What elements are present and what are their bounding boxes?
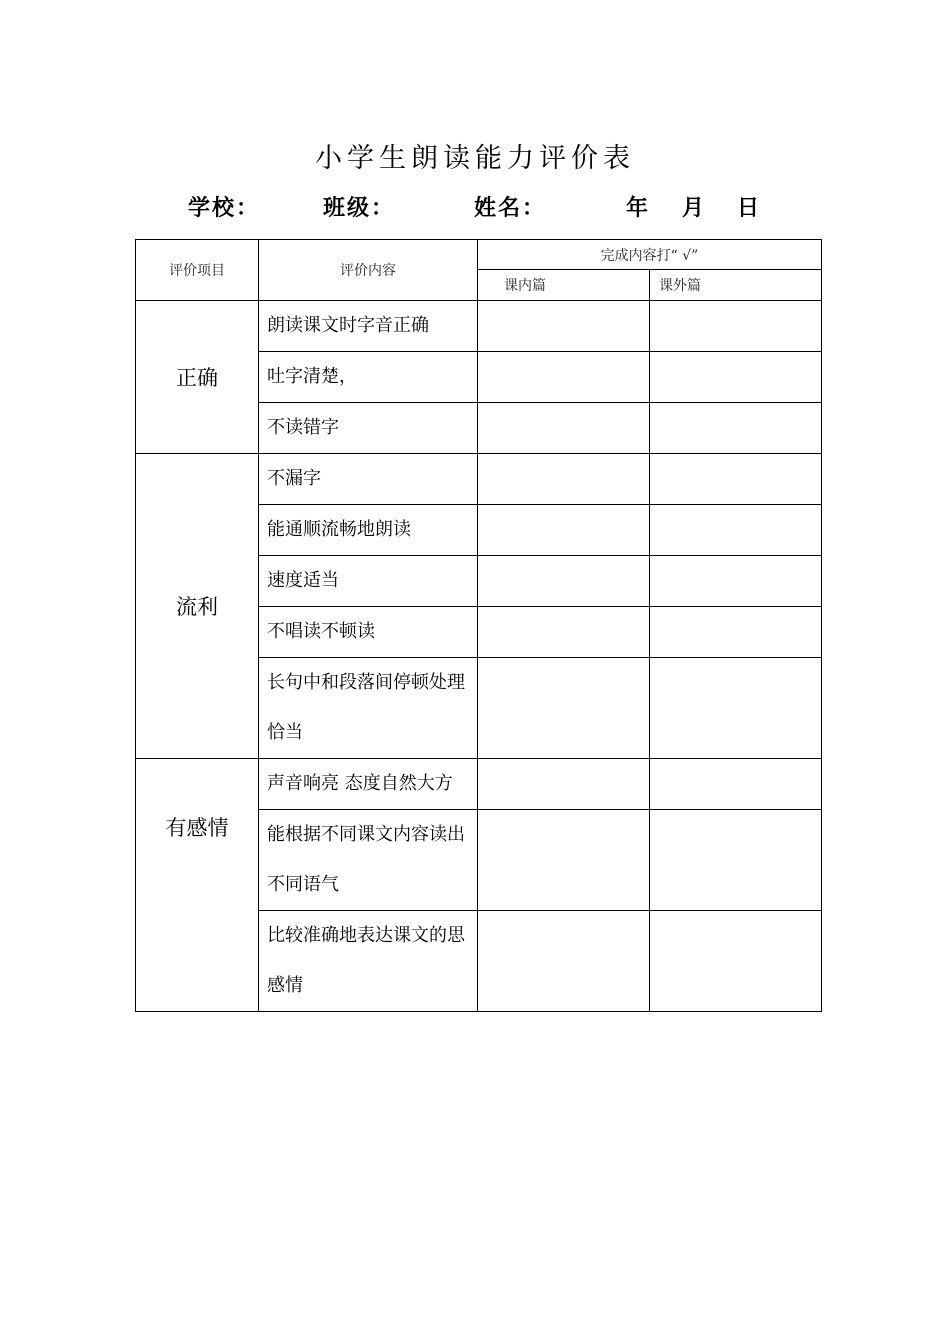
item-label: 吐字清楚，: [259, 352, 478, 403]
header-row-1: [136, 240, 822, 270]
check-cell-out-class[interactable]: [650, 658, 822, 759]
item-label: 不漏字: [259, 454, 478, 505]
item-label: 能通顺流畅地朗读: [259, 505, 478, 556]
school-label: 学校：: [188, 196, 261, 221]
table-row: [136, 454, 822, 505]
header-project: 评价项目: [136, 240, 259, 301]
table-row: [136, 759, 822, 810]
name-label: 姓名：: [474, 196, 547, 221]
category-correct: 正确: [136, 301, 259, 454]
class-label: 班级：: [323, 196, 396, 221]
check-cell-in-class[interactable]: [478, 403, 650, 454]
item-label: 声音响亮 态度自然大方: [259, 759, 478, 810]
check-cell-in-class[interactable]: [478, 505, 650, 556]
year-label: 年: [626, 196, 651, 221]
item-label: 不读错字: [259, 403, 478, 454]
day-label: 日: [737, 196, 762, 221]
header-content: 评价内容: [259, 240, 478, 301]
check-cell-in-class[interactable]: [478, 810, 650, 911]
info-row: [0, 191, 950, 225]
header-out-class: 课外篇: [650, 270, 822, 301]
check-cell-out-class[interactable]: [650, 759, 822, 810]
check-cell-out-class[interactable]: [650, 505, 822, 556]
check-cell-out-class[interactable]: [650, 403, 822, 454]
check-cell-in-class[interactable]: [478, 607, 650, 658]
month-label: 月: [682, 196, 707, 221]
item-label: 比较准确地表达课文的思感情: [259, 911, 478, 1012]
table-row: [136, 301, 822, 352]
check-cell-out-class[interactable]: [650, 810, 822, 911]
item-label: 朗读课文时字音正确: [259, 301, 478, 352]
check-cell-in-class[interactable]: [478, 301, 650, 352]
check-cell-out-class[interactable]: [650, 556, 822, 607]
item-label: 不唱读不顿读: [259, 607, 478, 658]
page-title: 小学生朗读能力评价表: [315, 143, 635, 174]
check-cell-out-class[interactable]: [650, 607, 822, 658]
category-emotion: 有感情: [136, 759, 259, 1012]
item-label: 能根据不同课文内容读出不同语气: [259, 810, 478, 911]
check-cell-in-class[interactable]: [478, 759, 650, 810]
check-cell-out-class[interactable]: [650, 911, 822, 1012]
check-cell-in-class[interactable]: [478, 911, 650, 1012]
check-cell-out-class[interactable]: [650, 301, 822, 352]
check-cell-in-class[interactable]: [478, 556, 650, 607]
check-cell-in-class[interactable]: [478, 352, 650, 403]
item-label: 长句中和段落间停顿处理恰当: [259, 658, 478, 759]
evaluation-table: [135, 239, 822, 1012]
header-in-class: 课内篇: [478, 270, 650, 301]
item-label: 速度适当: [259, 556, 478, 607]
check-cell-in-class[interactable]: [478, 454, 650, 505]
category-fluent: 流利: [136, 454, 259, 759]
header-completion: 完成内容打“ √”: [478, 240, 822, 270]
check-cell-out-class[interactable]: [650, 352, 822, 403]
check-cell-in-class[interactable]: [478, 658, 650, 759]
check-cell-out-class[interactable]: [650, 454, 822, 505]
